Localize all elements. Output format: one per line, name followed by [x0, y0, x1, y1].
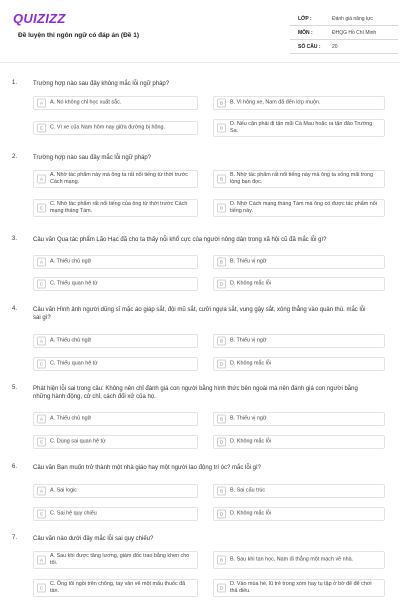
question-text: Trường hợp nào sau đây mắc lỗi ngữ pháp?	[33, 155, 152, 161]
option-text: A. Thiếu chủ ngữ	[50, 337, 92, 344]
option-b[interactable]	[213, 484, 385, 498]
meta-info	[290, 12, 398, 54]
option-text: D. Không mắc lỗi	[230, 280, 272, 287]
question-number: 3.	[12, 236, 18, 242]
question-text: Câu văn nào dưới đây mắc lỗi sai quy chiếu?	[33, 536, 154, 542]
option-letter: A	[37, 337, 46, 346]
meta-value: 20	[332, 44, 338, 50]
option-c[interactable]	[33, 277, 198, 291]
option-text: D. Không mắc lỗi	[230, 510, 272, 517]
option-letter: A	[37, 99, 46, 108]
option-text: C. Dùng sai quan hệ từ	[50, 438, 106, 445]
option-letter: D	[217, 360, 226, 369]
option-d[interactable]	[213, 357, 385, 371]
option-d[interactable]	[213, 119, 385, 137]
option-text: B. Thiếu vị ngữ	[230, 337, 267, 344]
option-letter: A	[37, 175, 46, 184]
meta-row-class	[290, 12, 398, 26]
option-c[interactable]	[33, 121, 198, 135]
option-a[interactable]	[33, 334, 198, 348]
option-b[interactable]	[213, 96, 385, 110]
option-c[interactable]	[33, 435, 198, 449]
option-d[interactable]	[213, 579, 385, 597]
meta-row-count	[290, 40, 398, 54]
option-text: A. Nhờ tác phẩm này mà ông ta rất nổi tiếng từ thời trước Cách mạng.	[50, 172, 188, 185]
option-b[interactable]	[213, 334, 385, 348]
meta-key: LỚP :	[298, 16, 312, 22]
option-a[interactable]	[33, 96, 198, 110]
option-letter: D	[217, 584, 226, 593]
page-header	[0, 0, 400, 62]
option-letter: C	[37, 360, 46, 369]
option-text: C. Ông tôi ngồi trên chõng, tay vân vê một mẩu thuốc đã tàn.	[50, 581, 186, 594]
option-text: D. Nếu cận phải đi tận mũi Cà Mau hoặc ra tận đảo Trường Sa.	[230, 121, 373, 134]
option-letter: D	[217, 204, 226, 213]
option-letter: A	[37, 415, 46, 424]
meta-value: ĐHQG Hồ Chí Minh	[332, 30, 377, 36]
option-text: A. Thiếu chủ ngữ	[50, 415, 92, 422]
question-text: Câu văn Bạn muốn trở thành một nhà giáo hay một người lao động trí óc? mắc lỗi gì?	[33, 465, 262, 471]
option-letter: C	[37, 584, 46, 593]
question-number: 1.	[12, 80, 18, 86]
question-text: Trường hợp nào sau đây không mắc lỗi ngữ pháp?	[33, 81, 170, 87]
option-a[interactable]	[33, 255, 198, 269]
option-letter: D	[217, 124, 226, 133]
option-letter: B	[217, 99, 226, 108]
question-text: Phát hiện lỗi sai trong câu: Không nên chỉ đánh giá con người bằng hình thức bên ngoài mà nên đánh giá con người bằng những hành động, cử chỉ, cách đối xử của họ.	[33, 386, 358, 400]
option-d[interactable]	[213, 199, 385, 217]
option-a[interactable]	[33, 551, 198, 569]
meta-row-subject	[290, 26, 398, 40]
question-number: 6.	[12, 464, 18, 470]
option-text: B. Nhờ tác phẩm rất nổi tiếng này mà ông ta sống mãi trong lòng bạn đọc.	[230, 172, 374, 185]
option-text: C. Thiếu quan hệ từ	[50, 360, 98, 367]
question-number: 4.	[12, 306, 18, 312]
question-number: 5.	[12, 385, 18, 391]
option-text: C. Nhờ tác phẩm rất nổi tiếng của ông từ thời trước Cách mạng tháng Tám.	[50, 201, 188, 214]
option-text: B. Vì hỏng xe, Nam đã đến lớp muộn.	[230, 99, 321, 106]
option-letter: B	[217, 175, 226, 184]
option-letter: A	[37, 258, 46, 267]
option-text: D. Không mắc lỗi	[230, 438, 272, 445]
meta-key: SỐ CÂU :	[298, 44, 321, 50]
option-letter: B	[217, 487, 226, 496]
option-d[interactable]	[213, 277, 385, 291]
meta-key: MÔN :	[298, 30, 313, 36]
option-letter: D	[217, 438, 226, 447]
option-letter: C	[37, 510, 46, 519]
option-text: C. Vì xe của Nam hôm nay giữa đường bị hỏng.	[50, 124, 166, 131]
header-divider	[0, 62, 400, 63]
option-letter: B	[217, 556, 226, 565]
option-c[interactable]	[33, 357, 198, 371]
option-text: A. Nó không chỉ học xuất sắc.	[50, 99, 122, 106]
option-letter: C	[37, 280, 46, 289]
question-number: 7.	[12, 535, 18, 541]
option-c[interactable]	[33, 199, 198, 217]
option-text: D. Không mắc lỗi	[230, 360, 272, 367]
option-text: A. Sau khi được tăng lương, giám đốc trao bằng khen cho tôi.	[50, 553, 190, 566]
option-text: D. Vào mùa hè, lũ trẻ trong xóm hay tụ tập ở bờ đê để chơi thả diều.	[230, 581, 372, 594]
option-text: B. Thiếu vị ngữ	[230, 415, 267, 422]
option-letter: C	[37, 124, 46, 133]
option-d[interactable]	[213, 507, 385, 521]
question-text: Câu văn Qua tác phẩm Lão Hạc đã cho ta thấy nỗi khổ cực của người nông dân trong xã hội cũ đã mắc lỗi gì?	[33, 237, 327, 243]
option-b[interactable]	[213, 412, 385, 426]
option-c[interactable]	[33, 507, 198, 521]
option-text: D. Nhờ Cách mạng tháng Tám mà ông có được tác phẩm nổi tiếng này.	[230, 201, 377, 214]
option-text: A. Thiếu chủ ngữ	[50, 258, 92, 265]
option-a[interactable]	[33, 412, 198, 426]
quizizz-logo: QUIZIZZ	[13, 11, 66, 26]
option-letter: A	[37, 487, 46, 496]
option-letter: B	[217, 258, 226, 267]
option-letter: B	[217, 415, 226, 424]
option-letter: D	[217, 510, 226, 519]
document-title: Đề luyện thi ngôn ngữ có đáp án (Đề 1)	[18, 32, 139, 39]
option-a[interactable]	[33, 170, 198, 188]
option-text: C. Sai hệ quy chiếu	[50, 510, 97, 517]
option-b[interactable]	[213, 255, 385, 269]
option-text: B. Thiếu vị ngữ	[230, 258, 267, 265]
option-c[interactable]	[33, 579, 198, 597]
option-d[interactable]	[213, 435, 385, 449]
option-letter: A	[37, 556, 46, 565]
option-letter: C	[37, 438, 46, 447]
option-text: C. Thiếu quan hệ từ	[50, 280, 98, 287]
option-letter: D	[217, 280, 226, 289]
option-text: B. Sai cấu trúc	[230, 487, 266, 494]
option-text: A. Sai logic	[50, 487, 77, 494]
question-text: Câu văn Hình ảnh người dũng sĩ mặc áo giáp sắt, đội mũ sắt, cưỡi ngựa sắt, vung gậy sắt, xông thẳng vào quân thù. mắc lỗi sai gì?	[33, 307, 366, 321]
option-letter: C	[37, 204, 46, 213]
option-letter: B	[217, 337, 226, 346]
option-a[interactable]	[33, 484, 198, 498]
option-b[interactable]	[213, 170, 385, 188]
meta-value: Đánh giá năng lực	[332, 16, 373, 22]
option-text: B. Sau khi tan học, Nam đi thẳng một mạch về nhà.	[230, 556, 354, 563]
option-b[interactable]	[213, 551, 385, 569]
question-number: 2.	[12, 154, 18, 160]
